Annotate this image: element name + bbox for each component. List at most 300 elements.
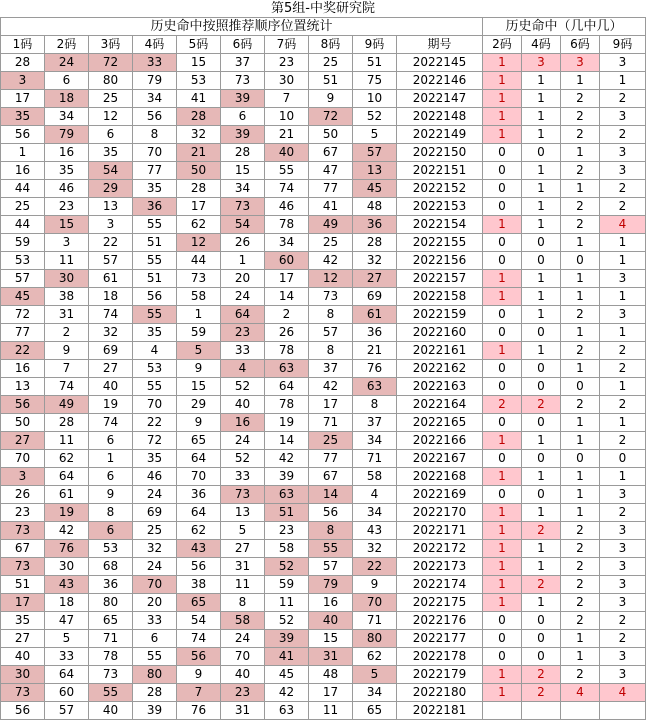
- hit-count-cell: 0: [483, 360, 522, 378]
- pick-cell: 55: [309, 540, 353, 558]
- hit-count-cell: 2: [561, 126, 600, 144]
- pick-cell: 3: [1, 72, 45, 90]
- pick-cell: 51: [1, 576, 45, 594]
- hit-count-cell: [483, 702, 522, 720]
- pick-cell: 78: [265, 216, 309, 234]
- hit-count-cell: 2: [600, 342, 646, 360]
- hit-count-cell: 2: [522, 666, 561, 684]
- hit-count-cell: 0: [483, 252, 522, 270]
- column-header: 期号: [397, 36, 483, 54]
- pick-cell: 70: [1, 450, 45, 468]
- period-cell: 2022175: [397, 594, 483, 612]
- pick-cell: 70: [353, 594, 397, 612]
- hit-count-cell: 2: [522, 522, 561, 540]
- pick-cell: 33: [133, 54, 177, 72]
- pick-cell: 8: [353, 396, 397, 414]
- hit-count-cell: 2: [600, 180, 646, 198]
- pick-cell: 67: [309, 468, 353, 486]
- pick-cell: 31: [45, 306, 89, 324]
- pick-cell: 13: [353, 162, 397, 180]
- pick-cell: 14: [265, 288, 309, 306]
- table-row: [1, 270, 646, 288]
- pick-cell: 27: [1, 432, 45, 450]
- pick-cell: 44: [1, 216, 45, 234]
- period-cell: 2022167: [397, 450, 483, 468]
- pick-cell: 36: [177, 486, 221, 504]
- hit-count-cell: 3: [600, 666, 646, 684]
- hit-count-cell: 0: [522, 648, 561, 666]
- pick-cell: 16: [45, 144, 89, 162]
- pick-cell: 79: [133, 72, 177, 90]
- pick-cell: 67: [309, 144, 353, 162]
- pick-cell: 62: [45, 450, 89, 468]
- pick-cell: 26: [265, 324, 309, 342]
- hit-count-cell: 2: [561, 108, 600, 126]
- hit-count-cell: 1: [483, 288, 522, 306]
- pick-cell: 39: [221, 126, 265, 144]
- pick-cell: 46: [133, 468, 177, 486]
- pick-cell: 71: [353, 612, 397, 630]
- hit-count-cell: 1: [561, 630, 600, 648]
- hit-count-cell: 3: [600, 270, 646, 288]
- hit-count-cell: 1: [483, 270, 522, 288]
- pick-cell: 29: [177, 396, 221, 414]
- pick-cell: 68: [89, 558, 133, 576]
- hit-count-cell: 1: [483, 684, 522, 702]
- pick-cell: 20: [133, 594, 177, 612]
- pick-cell: 70: [221, 648, 265, 666]
- pick-cell: 16: [1, 162, 45, 180]
- hit-count-cell: 0: [483, 198, 522, 216]
- pick-cell: 11: [45, 252, 89, 270]
- table-row: [1, 630, 646, 648]
- pick-cell: 55: [89, 684, 133, 702]
- hit-count-cell: 0: [522, 144, 561, 162]
- hit-count-cell: 2: [561, 666, 600, 684]
- pick-cell: 54: [89, 162, 133, 180]
- hit-count-cell: 1: [483, 576, 522, 594]
- pick-cell: 74: [89, 306, 133, 324]
- pick-cell: 21: [353, 342, 397, 360]
- pick-cell: 22: [133, 414, 177, 432]
- period-cell: 2022159: [397, 306, 483, 324]
- table-row: [1, 486, 646, 504]
- hit-count-cell: 0: [483, 180, 522, 198]
- pick-cell: 73: [89, 666, 133, 684]
- table-row: [1, 702, 646, 720]
- pick-cell: 75: [353, 72, 397, 90]
- hit-count-cell: 2: [600, 396, 646, 414]
- pick-cell: 80: [353, 630, 397, 648]
- pick-cell: 79: [309, 576, 353, 594]
- pick-cell: 76: [177, 702, 221, 720]
- hit-count-cell: 0: [522, 414, 561, 432]
- pick-cell: 56: [1, 702, 45, 720]
- hit-count-cell: 2: [561, 576, 600, 594]
- hit-count-cell: 3: [522, 54, 561, 72]
- pick-cell: 57: [309, 324, 353, 342]
- hit-count-cell: 1: [561, 234, 600, 252]
- column-header: 8码: [309, 36, 353, 54]
- pick-cell: 44: [177, 252, 221, 270]
- pick-cell: 45: [1, 288, 45, 306]
- hit-count-cell: 1: [561, 144, 600, 162]
- column-header: 9码: [600, 36, 646, 54]
- pick-cell: 36: [89, 576, 133, 594]
- table-row: [1, 450, 646, 468]
- pick-cell: 35: [89, 144, 133, 162]
- hit-count-cell: 3: [600, 576, 646, 594]
- pick-cell: 24: [45, 54, 89, 72]
- pick-cell: 52: [265, 612, 309, 630]
- pick-cell: 62: [177, 522, 221, 540]
- pick-cell: 3: [45, 234, 89, 252]
- hit-count-cell: 0: [522, 360, 561, 378]
- hit-count-cell: 2: [561, 162, 600, 180]
- hit-count-cell: 1: [600, 324, 646, 342]
- pick-cell: 70: [133, 576, 177, 594]
- hit-count-cell: 1: [483, 432, 522, 450]
- pick-cell: 25: [309, 234, 353, 252]
- pick-cell: 62: [177, 216, 221, 234]
- pick-cell: 3: [1, 468, 45, 486]
- pick-cell: 49: [45, 396, 89, 414]
- pick-cell: 2: [265, 306, 309, 324]
- hit-count-cell: 2: [483, 396, 522, 414]
- pick-cell: 6: [89, 522, 133, 540]
- pick-cell: 44: [1, 180, 45, 198]
- hit-count-cell: 1: [483, 72, 522, 90]
- hit-count-cell: 1: [561, 648, 600, 666]
- hit-count-cell: 1: [483, 666, 522, 684]
- period-cell: 2022149: [397, 126, 483, 144]
- pick-cell: 23: [1, 504, 45, 522]
- hit-count-cell: 1: [522, 306, 561, 324]
- pick-cell: 77: [133, 162, 177, 180]
- pick-cell: 64: [177, 504, 221, 522]
- table-row: [1, 522, 646, 540]
- hit-count-cell: 2: [522, 576, 561, 594]
- pick-cell: 64: [177, 450, 221, 468]
- column-header: 5码: [177, 36, 221, 54]
- table-row: [1, 324, 646, 342]
- hit-count-cell: 1: [522, 288, 561, 306]
- table-row: [1, 648, 646, 666]
- period-cell: 2022146: [397, 72, 483, 90]
- pick-cell: 76: [353, 360, 397, 378]
- table-row: [1, 54, 646, 72]
- pick-cell: 74: [45, 378, 89, 396]
- pick-cell: 35: [1, 612, 45, 630]
- pick-cell: 30: [45, 558, 89, 576]
- column-header: 9码: [353, 36, 397, 54]
- pick-cell: 50: [309, 126, 353, 144]
- pick-cell: 39: [265, 630, 309, 648]
- period-cell: 2022181: [397, 702, 483, 720]
- period-cell: 2022151: [397, 162, 483, 180]
- pick-cell: 8: [133, 126, 177, 144]
- pick-cell: 28: [221, 144, 265, 162]
- hit-count-cell: 2: [600, 612, 646, 630]
- pick-cell: 21: [177, 144, 221, 162]
- table-row: [1, 144, 646, 162]
- hit-count-cell: 2: [561, 594, 600, 612]
- pick-cell: 1: [89, 450, 133, 468]
- pick-cell: 42: [309, 378, 353, 396]
- pick-cell: 55: [133, 648, 177, 666]
- hit-count-cell: 0: [483, 648, 522, 666]
- hit-count-cell: 3: [600, 558, 646, 576]
- pick-cell: 34: [45, 108, 89, 126]
- hit-count-cell: 4: [561, 684, 600, 702]
- pick-cell: 24: [221, 288, 265, 306]
- column-header: 2码: [483, 36, 522, 54]
- pick-cell: 65: [177, 594, 221, 612]
- hit-count-cell: 0: [600, 450, 646, 468]
- period-cell: 2022177: [397, 630, 483, 648]
- pick-cell: 51: [309, 72, 353, 90]
- table-row: [1, 360, 646, 378]
- table-row: [1, 126, 646, 144]
- pick-cell: 17: [1, 594, 45, 612]
- hit-count-cell: 1: [522, 216, 561, 234]
- pick-cell: 43: [177, 540, 221, 558]
- pick-cell: 78: [265, 396, 309, 414]
- pick-cell: 53: [89, 540, 133, 558]
- hit-count-cell: 2: [561, 612, 600, 630]
- pick-cell: 80: [89, 72, 133, 90]
- hit-count-cell: 1: [600, 468, 646, 486]
- hit-count-cell: 3: [600, 594, 646, 612]
- pick-cell: 61: [45, 486, 89, 504]
- pick-cell: 73: [309, 288, 353, 306]
- hit-count-cell: 0: [483, 306, 522, 324]
- hit-count-cell: 1: [522, 126, 561, 144]
- table-row: [1, 252, 646, 270]
- hit-count-cell: 0: [483, 450, 522, 468]
- hit-count-cell: 2: [561, 306, 600, 324]
- column-header-row: [1, 36, 646, 54]
- pick-cell: 55: [133, 216, 177, 234]
- pick-cell: 60: [45, 684, 89, 702]
- pick-cell: 65: [177, 432, 221, 450]
- pick-cell: 76: [45, 540, 89, 558]
- period-cell: 2022170: [397, 504, 483, 522]
- pick-cell: 37: [353, 414, 397, 432]
- hit-count-cell: 0: [483, 378, 522, 396]
- pick-cell: 72: [133, 432, 177, 450]
- pick-cell: 52: [221, 450, 265, 468]
- hit-count-cell: 0: [522, 450, 561, 468]
- column-header: 6码: [221, 36, 265, 54]
- section-header-row: [1, 18, 646, 36]
- hit-count-cell: 1: [483, 126, 522, 144]
- hit-count-cell: 3: [600, 486, 646, 504]
- pick-cell: 15: [309, 630, 353, 648]
- hit-count-cell: 2: [561, 90, 600, 108]
- pick-cell: 40: [89, 702, 133, 720]
- pick-cell: 34: [133, 90, 177, 108]
- table-row: [1, 576, 646, 594]
- pick-cell: 57: [353, 144, 397, 162]
- pick-cell: 41: [309, 198, 353, 216]
- hit-count-cell: 3: [600, 306, 646, 324]
- hit-count-cell: 1: [522, 180, 561, 198]
- pick-cell: 34: [353, 432, 397, 450]
- pick-cell: 46: [265, 198, 309, 216]
- hit-count-cell: 4: [600, 684, 646, 702]
- pick-cell: 77: [309, 180, 353, 198]
- hit-count-cell: 0: [483, 144, 522, 162]
- hit-count-cell: 2: [600, 432, 646, 450]
- pick-cell: 79: [45, 126, 89, 144]
- pick-cell: 5: [353, 666, 397, 684]
- pick-cell: 58: [265, 540, 309, 558]
- hit-count-cell: 1: [600, 414, 646, 432]
- period-cell: 2022179: [397, 666, 483, 684]
- pick-cell: 20: [221, 270, 265, 288]
- hit-count-cell: 0: [483, 324, 522, 342]
- hit-count-cell: 2: [561, 342, 600, 360]
- hit-count-cell: 1: [483, 216, 522, 234]
- period-cell: 2022178: [397, 648, 483, 666]
- pick-cell: 6: [133, 630, 177, 648]
- pick-cell: 25: [133, 522, 177, 540]
- period-cell: 2022154: [397, 216, 483, 234]
- pick-cell: 74: [265, 180, 309, 198]
- period-cell: 2022153: [397, 198, 483, 216]
- hit-count-cell: 0: [522, 612, 561, 630]
- hit-count-cell: 0: [561, 378, 600, 396]
- hit-count-cell: 1: [483, 342, 522, 360]
- pick-cell: 18: [45, 594, 89, 612]
- pick-cell: 63: [265, 702, 309, 720]
- hit-count-cell: 3: [600, 54, 646, 72]
- hit-count-cell: 2: [561, 216, 600, 234]
- pick-cell: 1: [221, 252, 265, 270]
- hit-count-cell: 0: [561, 450, 600, 468]
- pick-cell: 13: [89, 198, 133, 216]
- hit-count-cell: 2: [561, 558, 600, 576]
- pick-cell: 59: [177, 324, 221, 342]
- pick-cell: 25: [309, 54, 353, 72]
- pick-cell: 50: [1, 414, 45, 432]
- pick-cell: 71: [309, 414, 353, 432]
- pick-cell: 24: [221, 432, 265, 450]
- hit-count-cell: 0: [522, 630, 561, 648]
- period-cell: 2022169: [397, 486, 483, 504]
- pick-cell: 63: [353, 378, 397, 396]
- hit-count-cell: 2: [522, 396, 561, 414]
- pick-cell: 64: [45, 468, 89, 486]
- hit-count-cell: [522, 702, 561, 720]
- period-cell: 2022171: [397, 522, 483, 540]
- pick-cell: 34: [353, 504, 397, 522]
- pick-cell: 24: [221, 630, 265, 648]
- hit-count-cell: 3: [600, 522, 646, 540]
- pick-cell: 58: [221, 612, 265, 630]
- pick-cell: 11: [265, 594, 309, 612]
- pick-cell: 53: [133, 360, 177, 378]
- pick-cell: 8: [89, 504, 133, 522]
- pick-cell: 15: [221, 162, 265, 180]
- hit-count-cell: 2: [561, 540, 600, 558]
- pick-cell: 36: [133, 198, 177, 216]
- hit-count-cell: 1: [561, 288, 600, 306]
- pick-cell: 32: [353, 540, 397, 558]
- pick-cell: 57: [45, 702, 89, 720]
- pick-cell: 30: [265, 72, 309, 90]
- pick-cell: 28: [133, 684, 177, 702]
- pick-cell: 33: [221, 468, 265, 486]
- table-row: [1, 468, 646, 486]
- pick-cell: 67: [1, 540, 45, 558]
- pick-cell: 9: [177, 414, 221, 432]
- pick-cell: 34: [265, 234, 309, 252]
- table-row: [1, 72, 646, 90]
- table-row: [1, 666, 646, 684]
- table-row: [1, 288, 646, 306]
- pick-cell: 32: [89, 324, 133, 342]
- period-cell: 2022162: [397, 360, 483, 378]
- pick-cell: 13: [221, 504, 265, 522]
- pick-cell: 37: [221, 54, 265, 72]
- pick-cell: 12: [177, 234, 221, 252]
- pick-cell: 7: [45, 360, 89, 378]
- pick-cell: 63: [265, 486, 309, 504]
- pick-cell: 43: [45, 576, 89, 594]
- hit-count-cell: 1: [600, 378, 646, 396]
- pick-cell: 73: [221, 72, 265, 90]
- hit-count-cell: 2: [561, 198, 600, 216]
- pick-cell: 6: [221, 108, 265, 126]
- pick-cell: 12: [309, 270, 353, 288]
- pick-cell: 35: [133, 324, 177, 342]
- pick-cell: 32: [353, 252, 397, 270]
- period-cell: 2022164: [397, 396, 483, 414]
- pick-cell: 69: [353, 288, 397, 306]
- pick-cell: 49: [309, 216, 353, 234]
- pick-cell: 35: [133, 450, 177, 468]
- pick-cell: 41: [265, 648, 309, 666]
- pick-cell: 9: [89, 486, 133, 504]
- hit-count-cell: 1: [522, 540, 561, 558]
- period-cell: 2022176: [397, 612, 483, 630]
- hit-count-cell: 2: [561, 522, 600, 540]
- hit-count-cell: 1: [522, 594, 561, 612]
- pick-cell: 29: [89, 180, 133, 198]
- hit-count-cell: 1: [561, 468, 600, 486]
- pick-cell: 57: [89, 252, 133, 270]
- pick-cell: 70: [133, 144, 177, 162]
- hit-count-cell: 0: [522, 324, 561, 342]
- period-cell: 2022168: [397, 468, 483, 486]
- pick-cell: 23: [265, 522, 309, 540]
- pick-cell: 45: [353, 180, 397, 198]
- pick-cell: 78: [265, 342, 309, 360]
- pick-cell: 55: [133, 378, 177, 396]
- pick-cell: 56: [133, 288, 177, 306]
- pick-cell: 8: [309, 342, 353, 360]
- pick-cell: 8: [309, 522, 353, 540]
- pick-cell: 9: [353, 576, 397, 594]
- pick-cell: 9: [177, 666, 221, 684]
- pick-cell: 40: [221, 666, 265, 684]
- hit-count-cell: 2: [600, 504, 646, 522]
- hit-count-cell: 1: [561, 360, 600, 378]
- hit-count-cell: 1: [561, 324, 600, 342]
- pick-cell: 24: [133, 558, 177, 576]
